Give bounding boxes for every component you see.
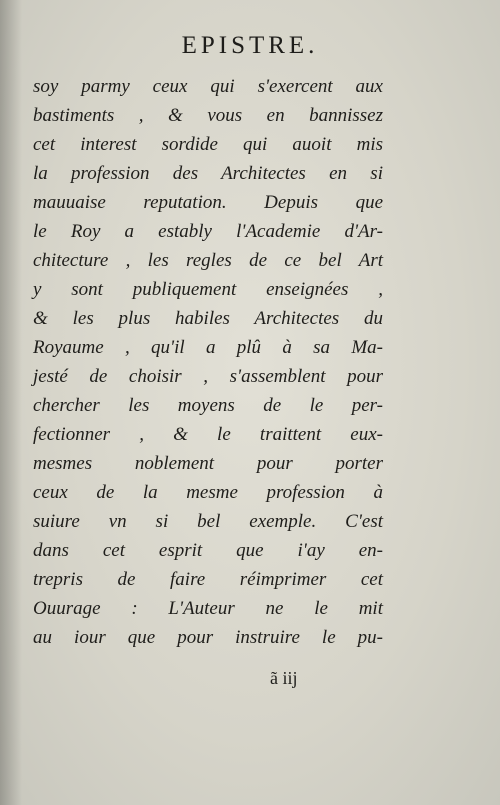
running-header: EPISTRE.	[181, 32, 319, 59]
spine-shadow	[0, 0, 22, 805]
text-line: jesté de choisir , s'assemblent pour	[33, 366, 383, 387]
text-line: ceux de la mesme profession à	[33, 482, 383, 503]
text-line: chitecture , les regles de ce bel Art	[33, 250, 383, 271]
text-line: y sont publiquement enseignées ,	[33, 279, 383, 300]
text-line: fectionner , & le traittent eux-	[33, 424, 383, 445]
text-line: au iour que pour instruire le pu-	[33, 627, 383, 648]
text-line: bastiments , & vous en bannissez	[33, 105, 383, 126]
text-block	[33, 72, 383, 652]
text-line: mauuaise reputation. Depuis que	[33, 192, 383, 213]
text-line: chercher les moyens de le per-	[33, 395, 383, 416]
text-line: le Roy a estably l'Academie d'Ar-	[33, 221, 383, 242]
text-line: suiure vn si bel exemple. C'est	[33, 511, 383, 532]
text-line: Royaume , qu'il a plû à sa Ma-	[33, 337, 383, 358]
text-line: Ouurage : L'Auteur ne le mit	[33, 598, 383, 619]
text-line: dans cet esprit que i'ay en-	[33, 540, 383, 561]
text-line: cet interest sordide qui auoit mis	[33, 134, 383, 155]
text-line: trepris de faire réimprimer cet	[33, 569, 383, 590]
text-line: soy parmy ceux qui s'exercent aux	[33, 76, 383, 97]
text-line: la profession des Architectes en si	[33, 163, 383, 184]
text-line: mesmes noblement pour porter	[33, 453, 383, 474]
text-line: & les plus habiles Architectes du	[33, 308, 383, 329]
signature-mark: ã iij	[270, 668, 298, 688]
